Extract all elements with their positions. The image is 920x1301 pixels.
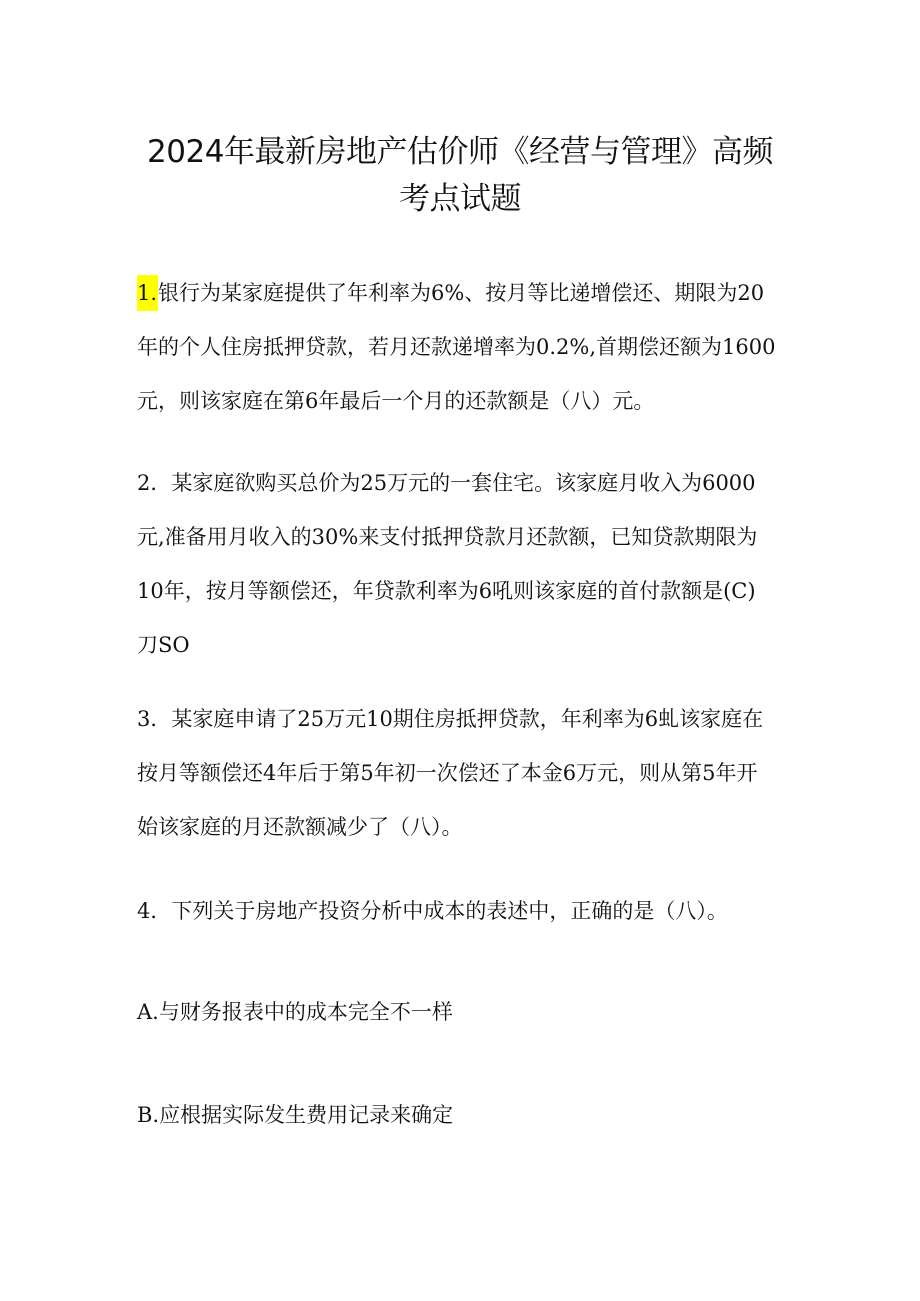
question-1-number-highlight: 1. — [137, 275, 158, 311]
option-b-text: B.应根据实际发生费用记录来确定 — [137, 1103, 454, 1127]
question-1-line-1-text: 银行为某家庭提供了年利率为6%、按月等比递增偿还、期限为20 — [158, 281, 765, 305]
option-a — [137, 985, 787, 1039]
question-3 — [137, 692, 787, 854]
question-3-line-1: 3．某家庭申请了25万元10期住房抵押贷款，年利率为6虬该家庭在 — [137, 707, 764, 731]
document-title-line-2: 考点试题 — [399, 181, 521, 217]
document-title-line-1: 2024年最新房地产估价师《经营与管理》高频 — [147, 134, 773, 170]
question-1-line-3: 元，则该家庭在第6年最后一个月的还款额是（八）元。 — [137, 389, 655, 413]
question-4 — [137, 884, 787, 938]
question-1 — [137, 266, 787, 428]
question-2-line-3: 10年，按月等额偿还，年贷款利率为6吼则该家庭的首付款额是(C) — [137, 579, 756, 603]
option-b — [137, 1088, 787, 1142]
question-2 — [137, 456, 787, 672]
question-2-line-1: 2．某家庭欲购买总价为25万元的一套住宅。该家庭月收入为6000 — [137, 471, 756, 495]
question-2-line-2: 元,准备用月收入的30%来支付抵押贷款月还款额，已知贷款期限为 — [137, 525, 758, 549]
question-2-line-4: 刀SO — [137, 633, 190, 657]
question-1-line-1 — [137, 266, 787, 320]
option-a-text: A.与财务报表中的成本完全不一样 — [137, 1000, 453, 1024]
question-3-line-2: 按月等额偿还4年后于第5年初一次偿还了本金6万元，则从第5年开 — [137, 761, 758, 785]
question-3-line-3: 始该家庭的月还款额减少了（八）。 — [137, 815, 463, 839]
question-4-line-1: 4．下列关于房地产投资分析中成本的表述中，正确的是（八）。 — [137, 899, 728, 923]
question-1-line-2: 年的个人住房抵押贷款，若月还款递增率为0.2%,首期偿还额为1600 — [137, 335, 776, 359]
